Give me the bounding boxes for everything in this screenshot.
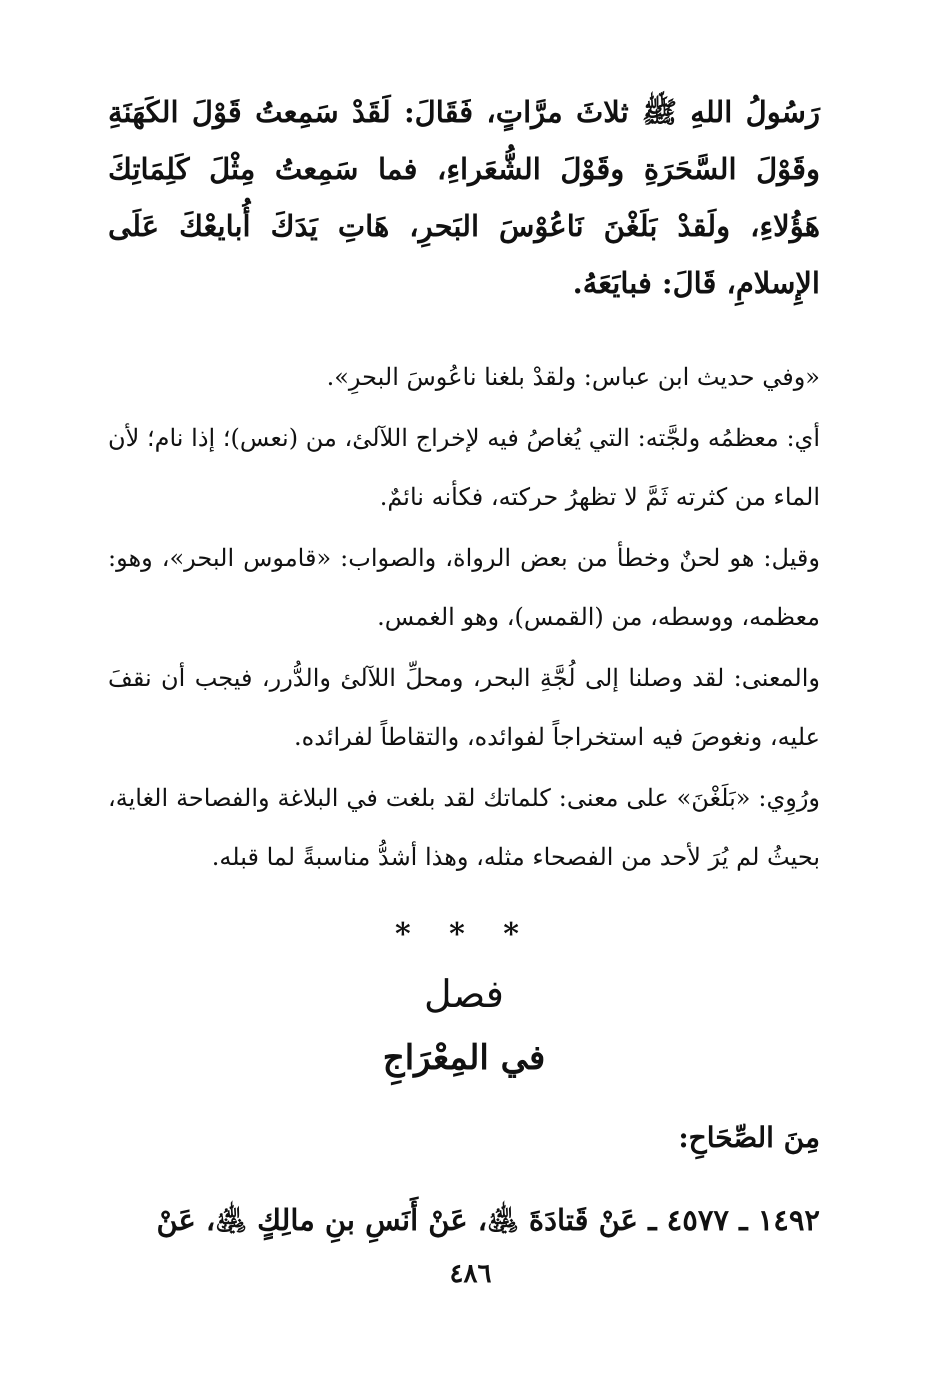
- hadith-header: ١٤٩٢ ـ ٤٥٧٧ ـ عَنْ قَتادَةَ ﵁، عَنْ أَنَسِ بنِ مالِكٍ ﵁، عَنْ: [156, 1203, 820, 1237]
- section-separator: * * *: [395, 917, 533, 952]
- source-label: مِنَ الصِّحَاحِ:: [678, 1121, 820, 1154]
- section-title: فصل: [424, 972, 504, 1016]
- paragraph-ibn-abbas: «وفي حديث ابن عباس: ولقدْ بلغنا ناعُوسَ البحرِ».: [326, 363, 820, 391]
- hadith-continuation: رَسُولُ اللهِ ﷺ ثلاثَ مرَّاتٍ، فَقَالَ: لَقَدْ سَمِعتُ قَوْلَ الكَهَنَةِ وقَوْلَ السَّحَرَةِ وقَوْلَ الشُّعَراءِ، فما سَمِعتُ مِثْلَ كَلِمَاتِكَ هَؤُلاءِ، ولَقدْ بَلَغْنَ نَاعُوْسَ البَحرِ، هَاتِ يَدَكَ أُبايعْكَ عَلَى الإِسلامِ، قَالَ: فبايَعَهُ.: [108, 95, 820, 300]
- section-subtitle: في المِعْرَاجِ: [382, 1038, 546, 1078]
- page-number: ٤٨٦: [449, 1259, 492, 1289]
- paragraph-alternative: وقيل: هو لحنٌ وخطأ من بعض الرواة، والصواب: «قاموس البحر»، وهو: معظمه، ووسطه، من (القمس)، وهو الغمس.: [108, 544, 820, 631]
- page-body: [108, 84, 820, 1245]
- paragraph-interpretation: والمعنى: لقد وصلنا إلى لُجَّةِ البحر، ومحلِّ اللآلئ والدُّرر، فيجب أن نقفَ عليه، ونغوصَ فيه استخراجاً لفوائده، والتقاطاً لفرائده.: [108, 664, 820, 751]
- paragraph-variant-reading: ورُوِي: «بَلَغْنَ» على معنى: كلماتك لقد بلغت في البلاغة والفصاحة الغاية، بحيثُ لم يُرَ لأحد من الفصحاء مثله، وهذا أشدُّ مناسبةً لما قبله.: [108, 784, 820, 871]
- paragraph-meaning: أي: معظمُه ولجَّته: التي يُغاصُ فيه لإخراج اللآلئ، من (نعس)؛ إذا نام؛ لأن الماء من كثرته ثَمَّ لا تظهرُ حركته، فكأنه نائمٌ.: [108, 424, 820, 511]
